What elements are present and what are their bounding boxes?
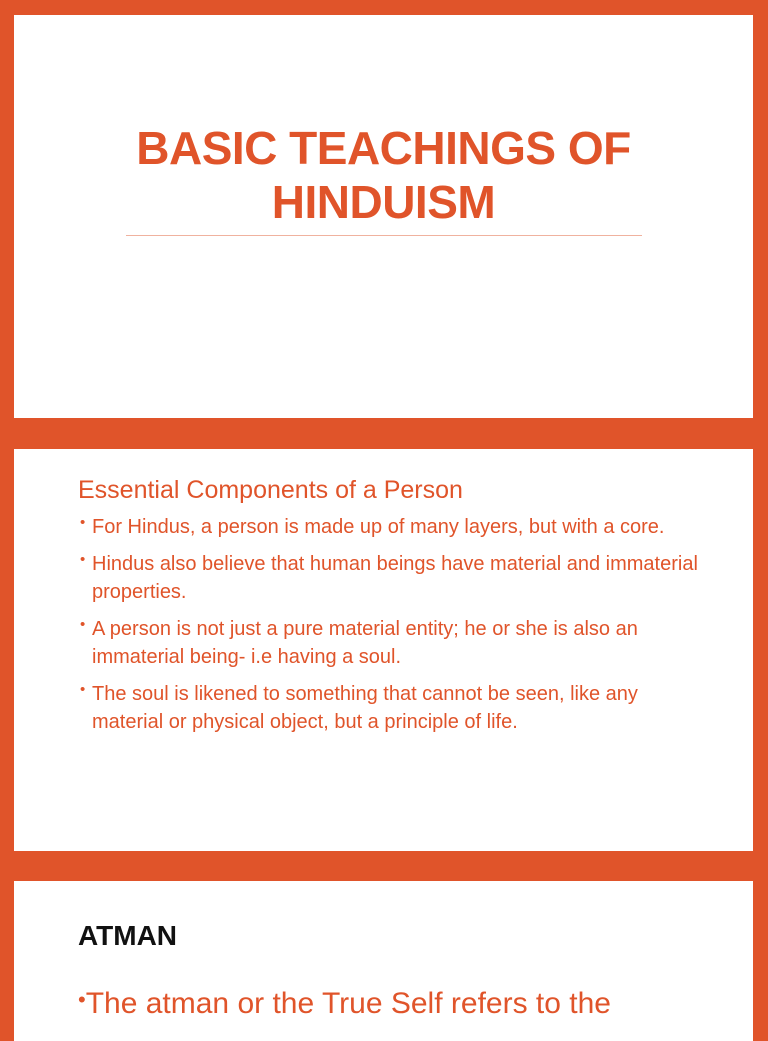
slide-title-line-1: BASIC TEACHINGS OF: [136, 122, 631, 174]
bullet-text: For Hindus, a person is made up of many layers, but with a core.: [92, 516, 665, 538]
bullet-text: A person is not just a pure material entity; he or she is also an immaterial being- i.e having a soul.: [92, 618, 638, 668]
bullet-list: [78, 513, 698, 745]
bullet-marker: •: [78, 987, 86, 1012]
bullet-item: [78, 513, 698, 541]
bullet-marker: •: [80, 681, 86, 698]
bullet-item: [78, 615, 698, 671]
bullet-item: [78, 985, 611, 1025]
components-slide: [14, 449, 753, 851]
slide-heading: Essential Components of a Person: [78, 476, 463, 504]
bullet-item: [78, 550, 698, 606]
bullet-marker: •: [80, 514, 86, 531]
title-slide: [14, 15, 753, 418]
bullet-marker: •: [80, 616, 86, 633]
title-underline: [126, 235, 642, 236]
bullet-item: [78, 680, 698, 736]
slide-title-line-2: HINDUISM: [271, 176, 496, 228]
bullet-marker: •: [80, 551, 86, 568]
bullet-text: Hindus also believe that human beings have material and immaterial properties.: [92, 553, 698, 603]
slide-title: [14, 121, 753, 229]
bullet-text: The atman or the True Self refers to the: [85, 987, 611, 1020]
slide-heading: ATMAN: [78, 920, 178, 951]
atman-slide: [14, 881, 753, 1041]
bullet-text: The soul is likened to something that cannot be seen, like any material or physical object, but a principle of life.: [92, 683, 638, 733]
